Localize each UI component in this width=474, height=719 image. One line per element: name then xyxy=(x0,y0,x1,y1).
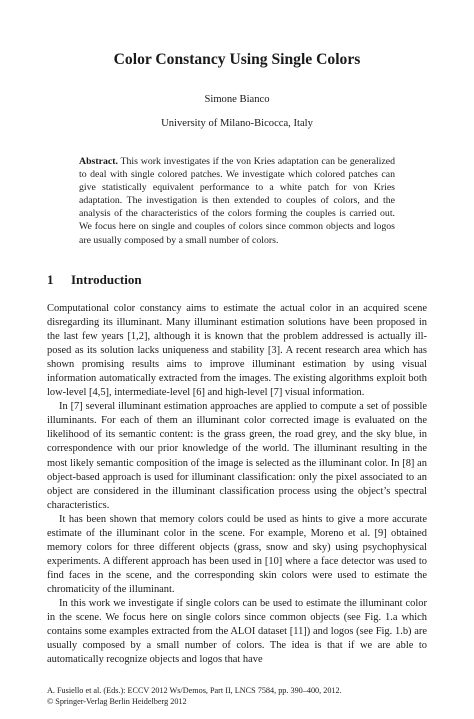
body-paragraph: In this work we investigate if single colors can be used to estimate the illuminant color in the scene. We focus here on single colors since common objects (see Fig. 1.a which contains some examples extracted from the ALOI dataset [11]) and logos (see Fig. 1.b) are usually composed by a small number of colors. The idea is that if we are able to automatically recognize objects and logos that have xyxy=(47,597,427,666)
author-name: Simone Bianco xyxy=(204,94,270,105)
author-affiliation: University of Milano-Bicocca, Italy xyxy=(161,118,313,129)
section-number: 1 xyxy=(47,272,54,287)
abstract xyxy=(79,155,395,247)
section-body xyxy=(47,302,427,667)
paper-title: Color Constancy Using Single Colors xyxy=(113,51,361,68)
footer-copyright: © Springer-Verlag Berlin Heidelberg 2012 xyxy=(47,696,187,706)
footer-citation: A. Fusiello et al. (Eds.): ECCV 2012 Ws/Demos, Part II, LNCS 7584, pp. 390–400, 2012. xyxy=(47,686,342,695)
body-paragraph: Computational color constancy aims to estimate the actual color in an acquired scene disregarding its illuminant. Many illuminant estimation solutions have been proposed in the last few years [1,2], although it is known that the problem addressed is actually ill-posed as its solution lacks uniqueness and stability [3]. A recent research area which has shown promising results aims to improve illuminant estimation by using visual information automatically extracted from the images. The existing algorithms exploit both low-level [4,5], intermediate-level [6] and high-level [7] visual information. xyxy=(47,303,427,399)
section-heading xyxy=(47,272,142,288)
body-paragraph: It has been shown that memory colors could be used as hints to give a more accurate estimate of the illuminant color in the scene. For example, Moreno et al. [9] obtained memory colors for three different objects (grass, snow and sky) using psychophysical experiments. A different approach has been used in [10] where a face detector was used to find faces in the scene, and the corresponding skin colors were used to estimate the chromaticity of the illuminant. xyxy=(47,513,427,595)
abstract-label: Abstract. xyxy=(79,156,118,167)
citation-footer xyxy=(47,686,427,707)
section-title: Introduction xyxy=(71,272,142,287)
abstract-text: This work investigates if the von Kries adaptation can be generalized to deal with single colored patches. We investigate which colored patches can give statistically equivalent performance to a white patch for von Kries adaptation. The investigation is then extended to couples of colors, and the analysis of the characteristics of the colors forming the couples is carried out. We focus here on single and couples of colors since common objects and logos are usually composed by a small number of colors. xyxy=(79,156,395,246)
body-paragraph: In [7] several illuminant estimation approaches are applied to compute a set of possible illuminants. For each of them an illuminant color corrected image is evaluated on the likelihood of its semantic content: is the grass green, the road grey, and the sky blue, in correspondence with our prior knowledge of the world. The illuminant resulting in the most likely semantic composition of the image is selected as the illuminant color. In [8] an object-based approach is used for illuminant classification: only the pixel associated to an object are considered in the illuminant classification process using the object’s spectral characteristics. xyxy=(47,401,427,511)
